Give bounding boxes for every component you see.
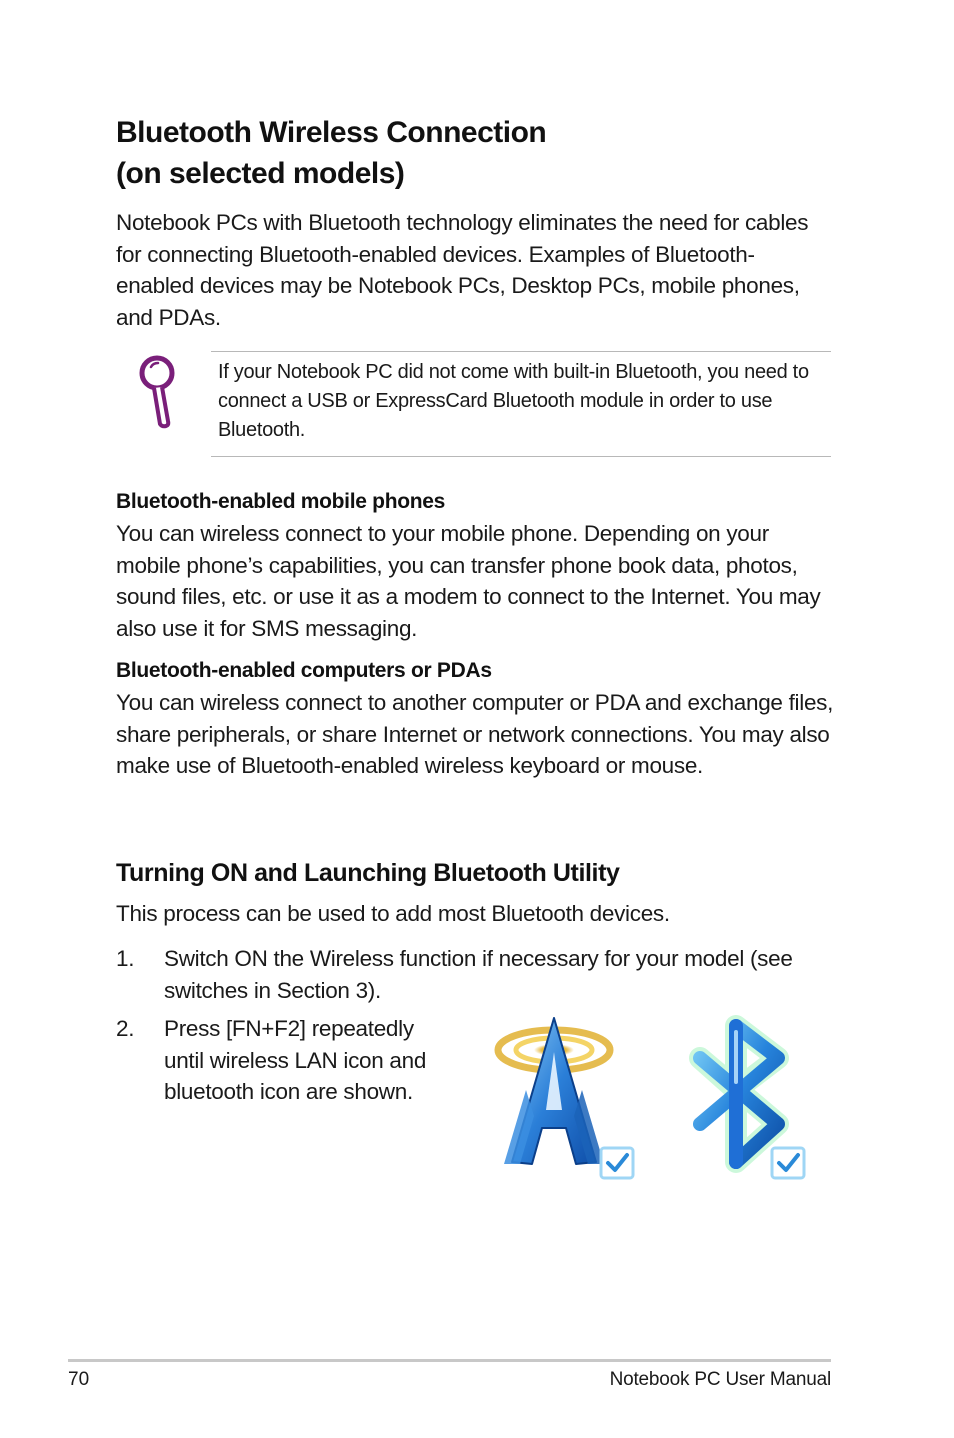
step-number: 2. <box>116 1016 135 1041</box>
bluetooth-icon <box>680 1012 810 1184</box>
page-title-line1: Bluetooth Wireless Connection <box>116 116 547 149</box>
computers-pdas-heading: Bluetooth-enabled computers or PDAs <box>116 659 492 682</box>
page-title <box>116 112 546 194</box>
utility-intro: This process can be used to add most Bluetooth devices. <box>116 901 670 926</box>
magnifier-icon <box>134 354 180 430</box>
mobile-phones-heading: Bluetooth-enabled mobile phones <box>116 490 446 513</box>
wireless-lan-icon <box>490 1012 640 1184</box>
step-text: Press [FN+F2] repeatedly until wireless LAN icon and bluetooth icon are shown. <box>164 1016 427 1105</box>
step-number: 1. <box>116 946 135 971</box>
mobile-phones-paragraph: You can wireless connect to your mobile phone. Depending on your mobile phone’s capabilities, you can transfer phone book data, photos, sound files, etc. or use it as a modem to connect to the Internet. You may also use it for SMS messaging. <box>116 521 821 641</box>
computers-pdas-paragraph: You can wireless connect to another computer or PDA and exchange files, share peripherals, or share Internet or network connections. You may also make use of Bluetooth-enabled wireless keyboard or mouse. <box>116 690 834 779</box>
note-box <box>211 351 831 457</box>
step-text: Switch ON the Wireless function if necessary for your model (see switches in Section 3). <box>164 946 793 1003</box>
intro-paragraph: Notebook PCs with Bluetooth technology eliminates the need for cables for connecting Bluetooth-enabled devices. Examples of Bluetooth-enabled devices may be Notebook PCs, Desktop PCs, mobile phones, and PDAs. <box>116 210 809 330</box>
page-number: 70 <box>68 1369 90 1390</box>
step-item <box>116 1013 456 1109</box>
utility-heading: Turning ON and Launching Bluetooth Utility <box>116 859 620 887</box>
step-item <box>116 943 832 1007</box>
page-title-line2: (on selected models) <box>116 157 405 190</box>
manual-title: Notebook PC User Manual <box>609 1369 831 1390</box>
footer-divider <box>68 1359 831 1362</box>
note-text: If your Notebook PC did not come with built-in Bluetooth, you need to connect a USB or ExpressCard Bluetooth module in order to use Bluetooth. <box>218 361 809 441</box>
